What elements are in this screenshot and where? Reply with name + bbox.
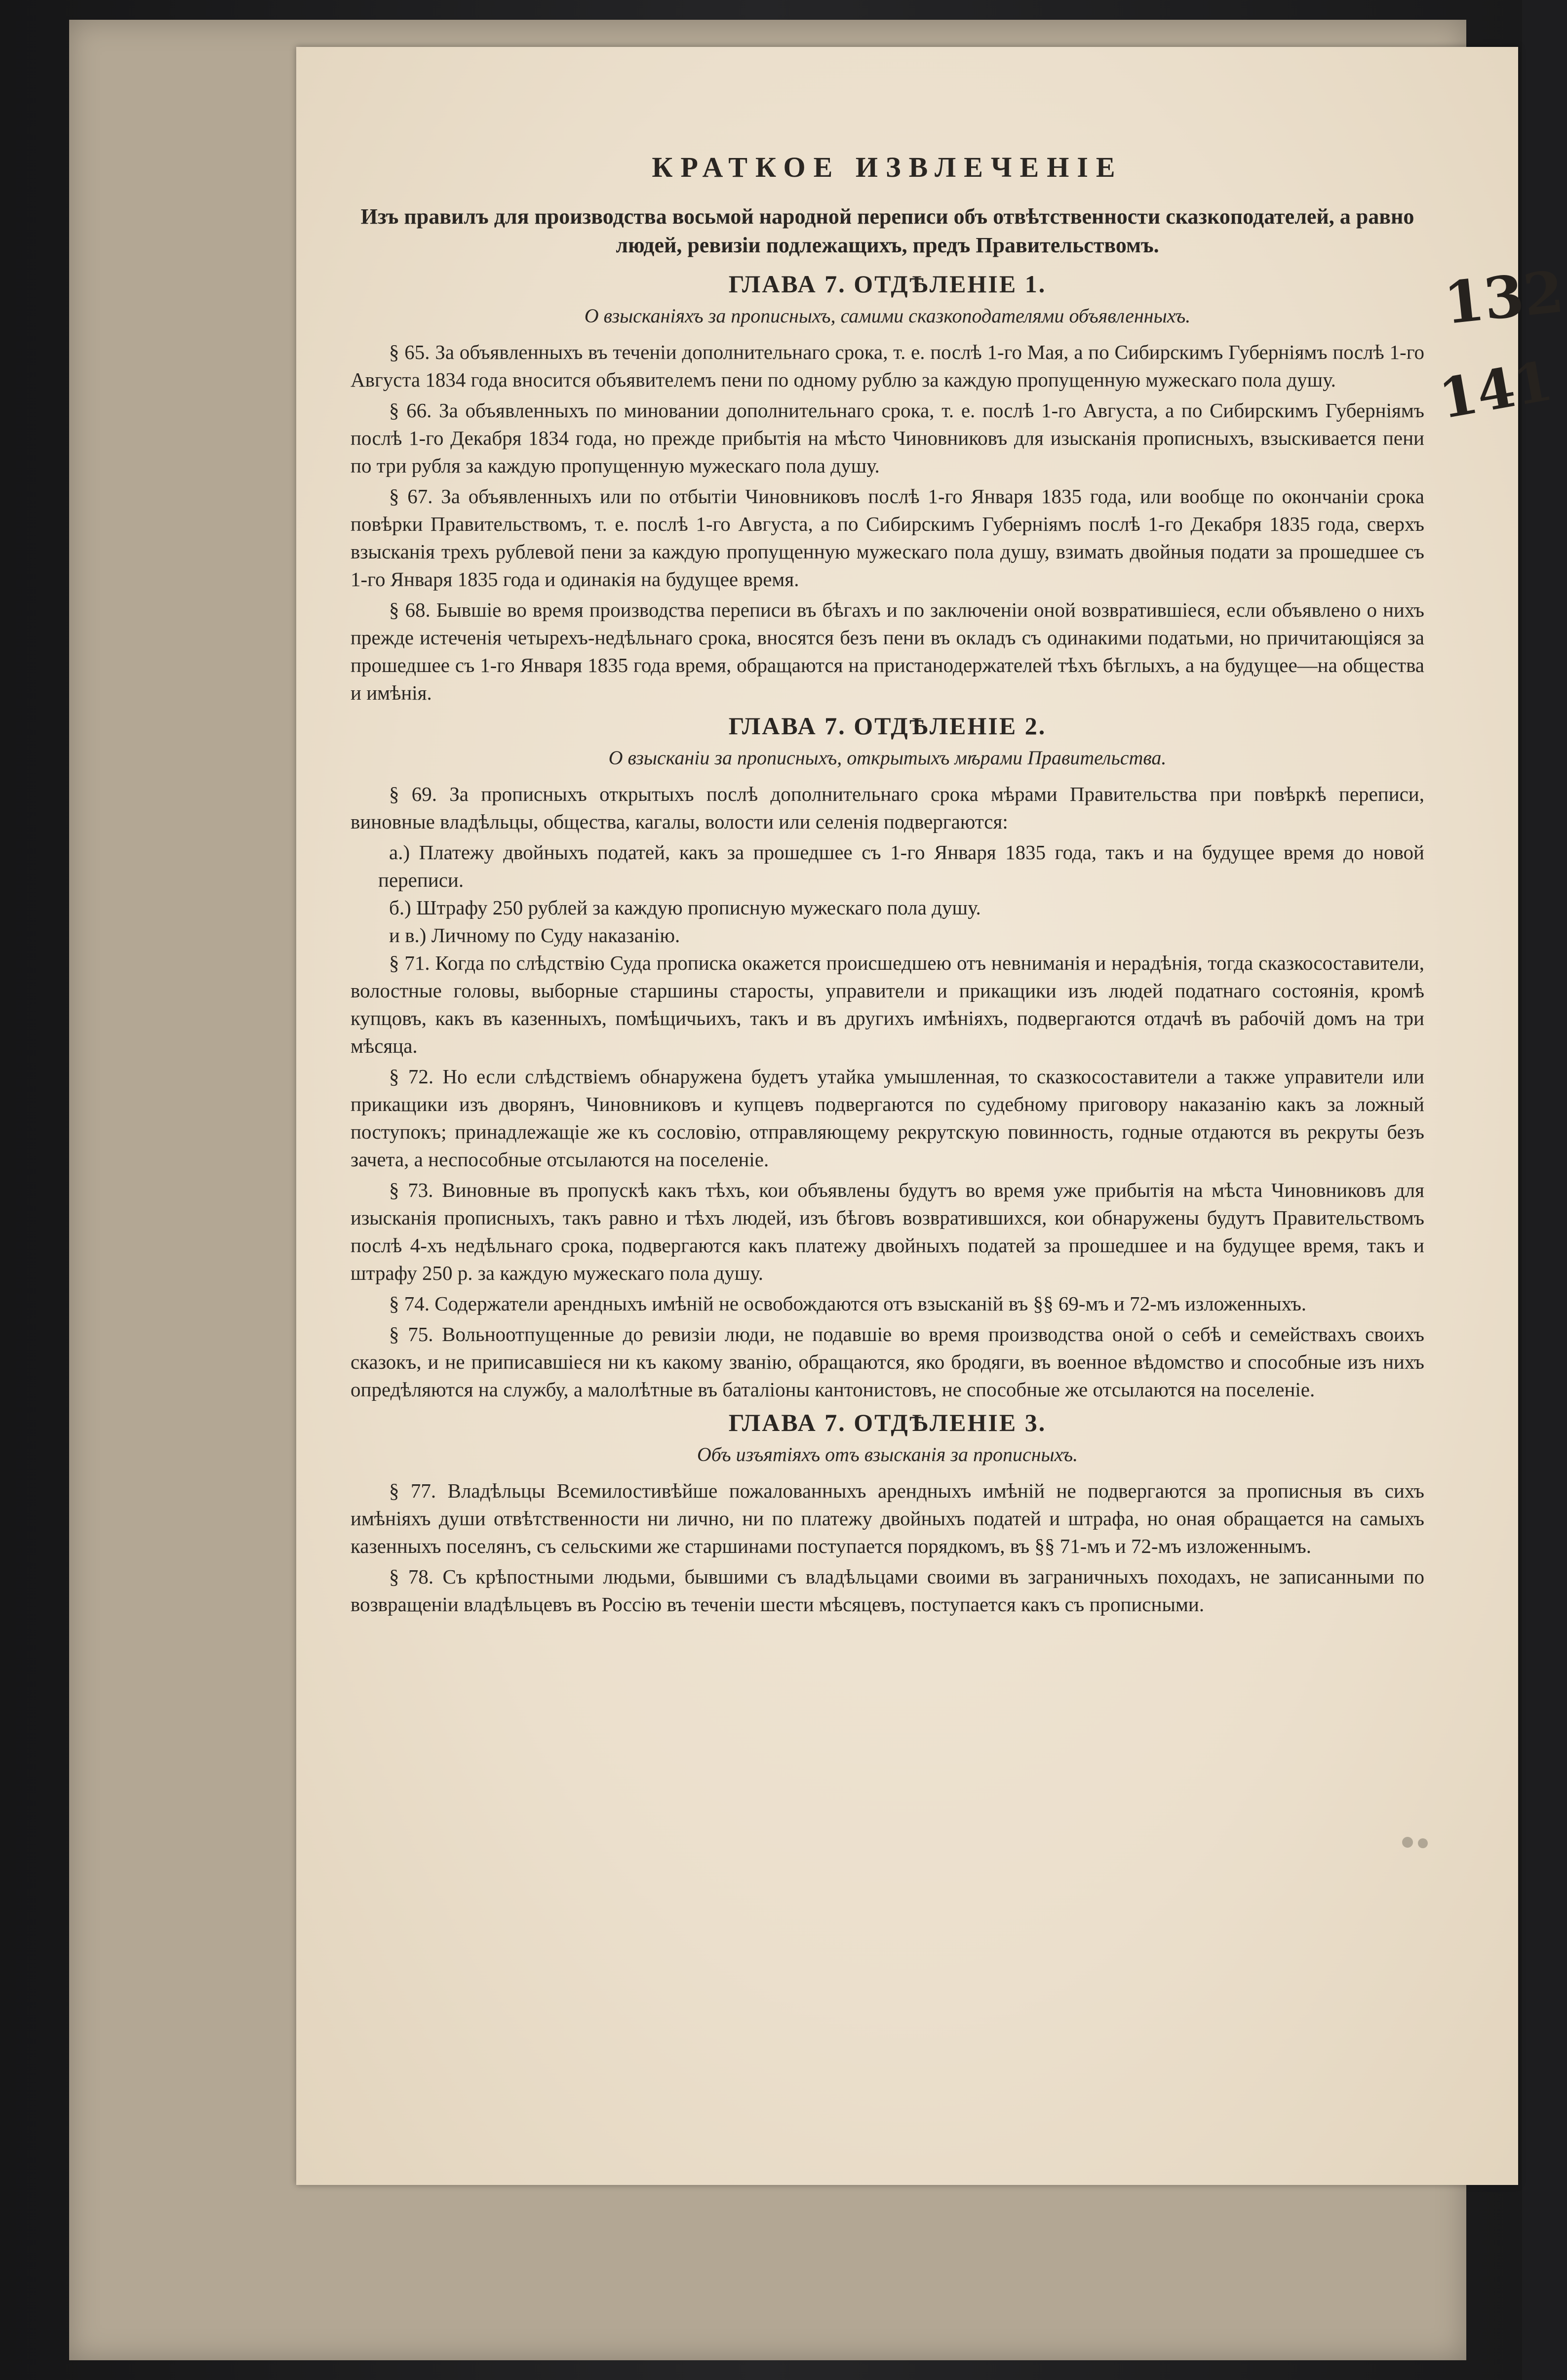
section-1-subheading: О взысканіяхъ за прописныхъ, самими сказкоподателями объявленныхъ. xyxy=(584,305,1191,327)
handwritten-note-132: 132 xyxy=(1441,258,1567,338)
document-body xyxy=(351,151,1424,1621)
document-subtitle: Изъ правилъ для производства восьмой народной переписи объ отвѣтственности сказкоподателей, а равно людей, ревизіи подлежащихъ, предъ Правительствомъ. xyxy=(360,204,1414,257)
paragraph-78: § 78. Съ крѣпостными людьми, бывшими съ владѣльцами своими въ заграничныхъ походахъ, не записанными по возвращеніи владѣльцевъ въ Россію въ теченіи шести мѣсяцевъ, поступается какъ съ прописными. xyxy=(351,1565,1424,1616)
paragraph-72: § 72. Но если слѣдствіемъ обнаружена будетъ утайка умышленная, то сказкосоставители а также управители или прикащики изъ дворянъ, Чиновниковъ и купцевъ подвергаются по судебному приговору наказанію какъ за ложный поступокъ; принадлежащіе же къ сословію, отправляющему рекрутскую повинность, годные отдаются въ рекруты безъ зачета, а неспособные отсылаются на поселеніе. xyxy=(351,1065,1424,1171)
paper-stain xyxy=(1418,1838,1428,1848)
handwritten-note-141: 141 xyxy=(1434,349,1558,431)
paper-stain xyxy=(1402,1837,1413,1848)
list-item-c: и в.) Личному по Суду наказанію. xyxy=(389,924,680,947)
paragraph-73: § 73. Виновные въ пропускѣ какъ тѣхъ, кои объявлены будутъ во время уже прибытія на мѣста Чиновниковъ для изысканія прописныхъ, такъ равно и тѣхъ людей, изъ бѣговъ возвратившихся, кои обнаружены будутъ Правительствомъ послѣ 4-хъ недѣльнаго срока, подвергаются какъ платежу двойныхъ податей за прошедшее и на будущее время, такъ и штрафу 250 р. за каждую мужескаго пола душу. xyxy=(351,1179,1424,1284)
paragraph-71: § 71. Когда по слѣдствію Суда прописка окажется происшедшею отъ невниманія и нерадѣнія, тогда сказкосоставители, волостные головы, выборные старшины старосты, управители и прикащики изъ людей податнаго состоянія, кромѣ купцовъ, какъ въ казенныхъ, помѣщичьихъ, такъ и въ другихъ имѣніяхъ, подвергаются отдачѣ въ рабочій домъ на три мѣсяца. xyxy=(351,952,1424,1057)
paragraph-74: § 74. Содержатели арендныхъ имѣній не освобождаются отъ взысканій въ §§ 69-мъ и 72-мъ изложенныхъ. xyxy=(389,1292,1307,1315)
paragraph-66: § 66. За объявленныхъ по миновании дополнительнаго срока, т. е. послѣ 1-го Августа, а по Сибирскимъ Губерніямъ послѣ 1-го Декабря 1834 года, но прежде прибытія на мѣсто Чиновниковъ для изысканія прописныхъ, взыскивается пени по три рубля за каждую пропущенную мужескаго пола душу. xyxy=(351,399,1424,477)
section-2-heading: ГЛАВА 7. ОТДѢЛЕНІЕ 2. xyxy=(728,712,1047,740)
document-page xyxy=(296,47,1567,2185)
paragraph-68: § 68. Бывшіе во время производства переписи въ бѣгахъ и по заключеніи оной возвратившіеся, если объявлено о нихъ прежде истеченія четырехъ-недѣльнаго срока, вносятся безъ пени въ окладъ съ одинакими податьми, но причитающіяся за прошедшее съ 1-го Января 1835 года время, обращаются на пристанодержателей тѣхъ бѣглыхъ, а на будущее—на общества и имѣнія. xyxy=(351,598,1424,704)
list-item-b: б.) Штрафу 250 рублей за каждую прописную мужескаго пола душу. xyxy=(389,896,981,919)
paragraph-75: § 75. Вольноотпущенные до ревизіи люди, не подавшіе во время производства оной о себѣ и семействахъ своихъ сказокъ, и не приписавшіеся ни къ какому званію, обращаются, яко бродяги, въ военное вѣдомство и способные изъ нихъ опредѣляются на службу, а малолѣтные въ баталіоны кантонистовъ, не способные же отсылаются на поселеніе. xyxy=(351,1323,1424,1401)
section-3-heading: ГЛАВА 7. ОТДѢЛЕНІЕ 3. xyxy=(728,1409,1047,1436)
section-1-heading: ГЛАВА 7. ОТДѢЛЕНІЕ 1. xyxy=(728,270,1047,298)
document-title: КРАТКОЕ ИЗВЛЕЧЕНІЕ xyxy=(652,151,1123,183)
section-2-subheading: О взысканіи за прописныхъ, открытыхъ мѣрами Правительства. xyxy=(608,747,1167,769)
mounting-board xyxy=(69,20,1567,2360)
section-3-subheading: Объ изъятіяхъ отъ взысканія за прописныхъ. xyxy=(697,1443,1078,1466)
paragraph-69: § 69. За прописныхъ открытыхъ послѣ дополнительнаго срока мѣрами Правительства при повѣркѣ переписи, виновные владѣльцы, общества, кагалы, волости или селенія подвергаются: xyxy=(351,783,1424,833)
paragraph-77: § 77. Владѣльцы Всемилостивѣйше пожалованныхъ арендныхъ имѣній не подвергаются за прописныя въ сихъ имѣніяхъ души отвѣтственности ни лично, ни по платежу двойныхъ податей и штрафа, но оная обращается на самыхъ казенныхъ поселянъ, съ сельскими же старшинами поступается порядкомъ, въ §§ 71-мъ и 72-мъ изложеннымъ. xyxy=(351,1479,1424,1557)
paragraph-65: § 65. За объявленныхъ въ теченіи дополнительнаго срока, т. е. послѣ 1-го Мая, а по Сибирскимъ Губерніямъ послѣ 1-го Августа 1834 года вносится объявителемъ пени по одному рублю за каждую пропущенную мужескаго пола душу. xyxy=(351,341,1424,391)
list-item-a: а.) Платежу двойныхъ податей, какъ за прошедшее съ 1-го Января 1835 года, такъ и на будущее время до новой переписи. xyxy=(378,841,1424,891)
paragraph-67: § 67. За объявленныхъ или по отбытіи Чиновниковъ послѣ 1-го Января 1835 года, или вообще по окончаніи срока повѣрки Правительствомъ, т. е. послѣ 1-го Августа, а по Сибирскимъ Губерніямъ послѣ 1-го Декабря 1835 года, сверхъ взысканія трехъ рублевой пени за каждую пропущенную мужескаго пола душу, взимать двойныя подати за прошедшее съ 1-го Января 1835 года и одинакія на будущее время. xyxy=(351,485,1424,591)
